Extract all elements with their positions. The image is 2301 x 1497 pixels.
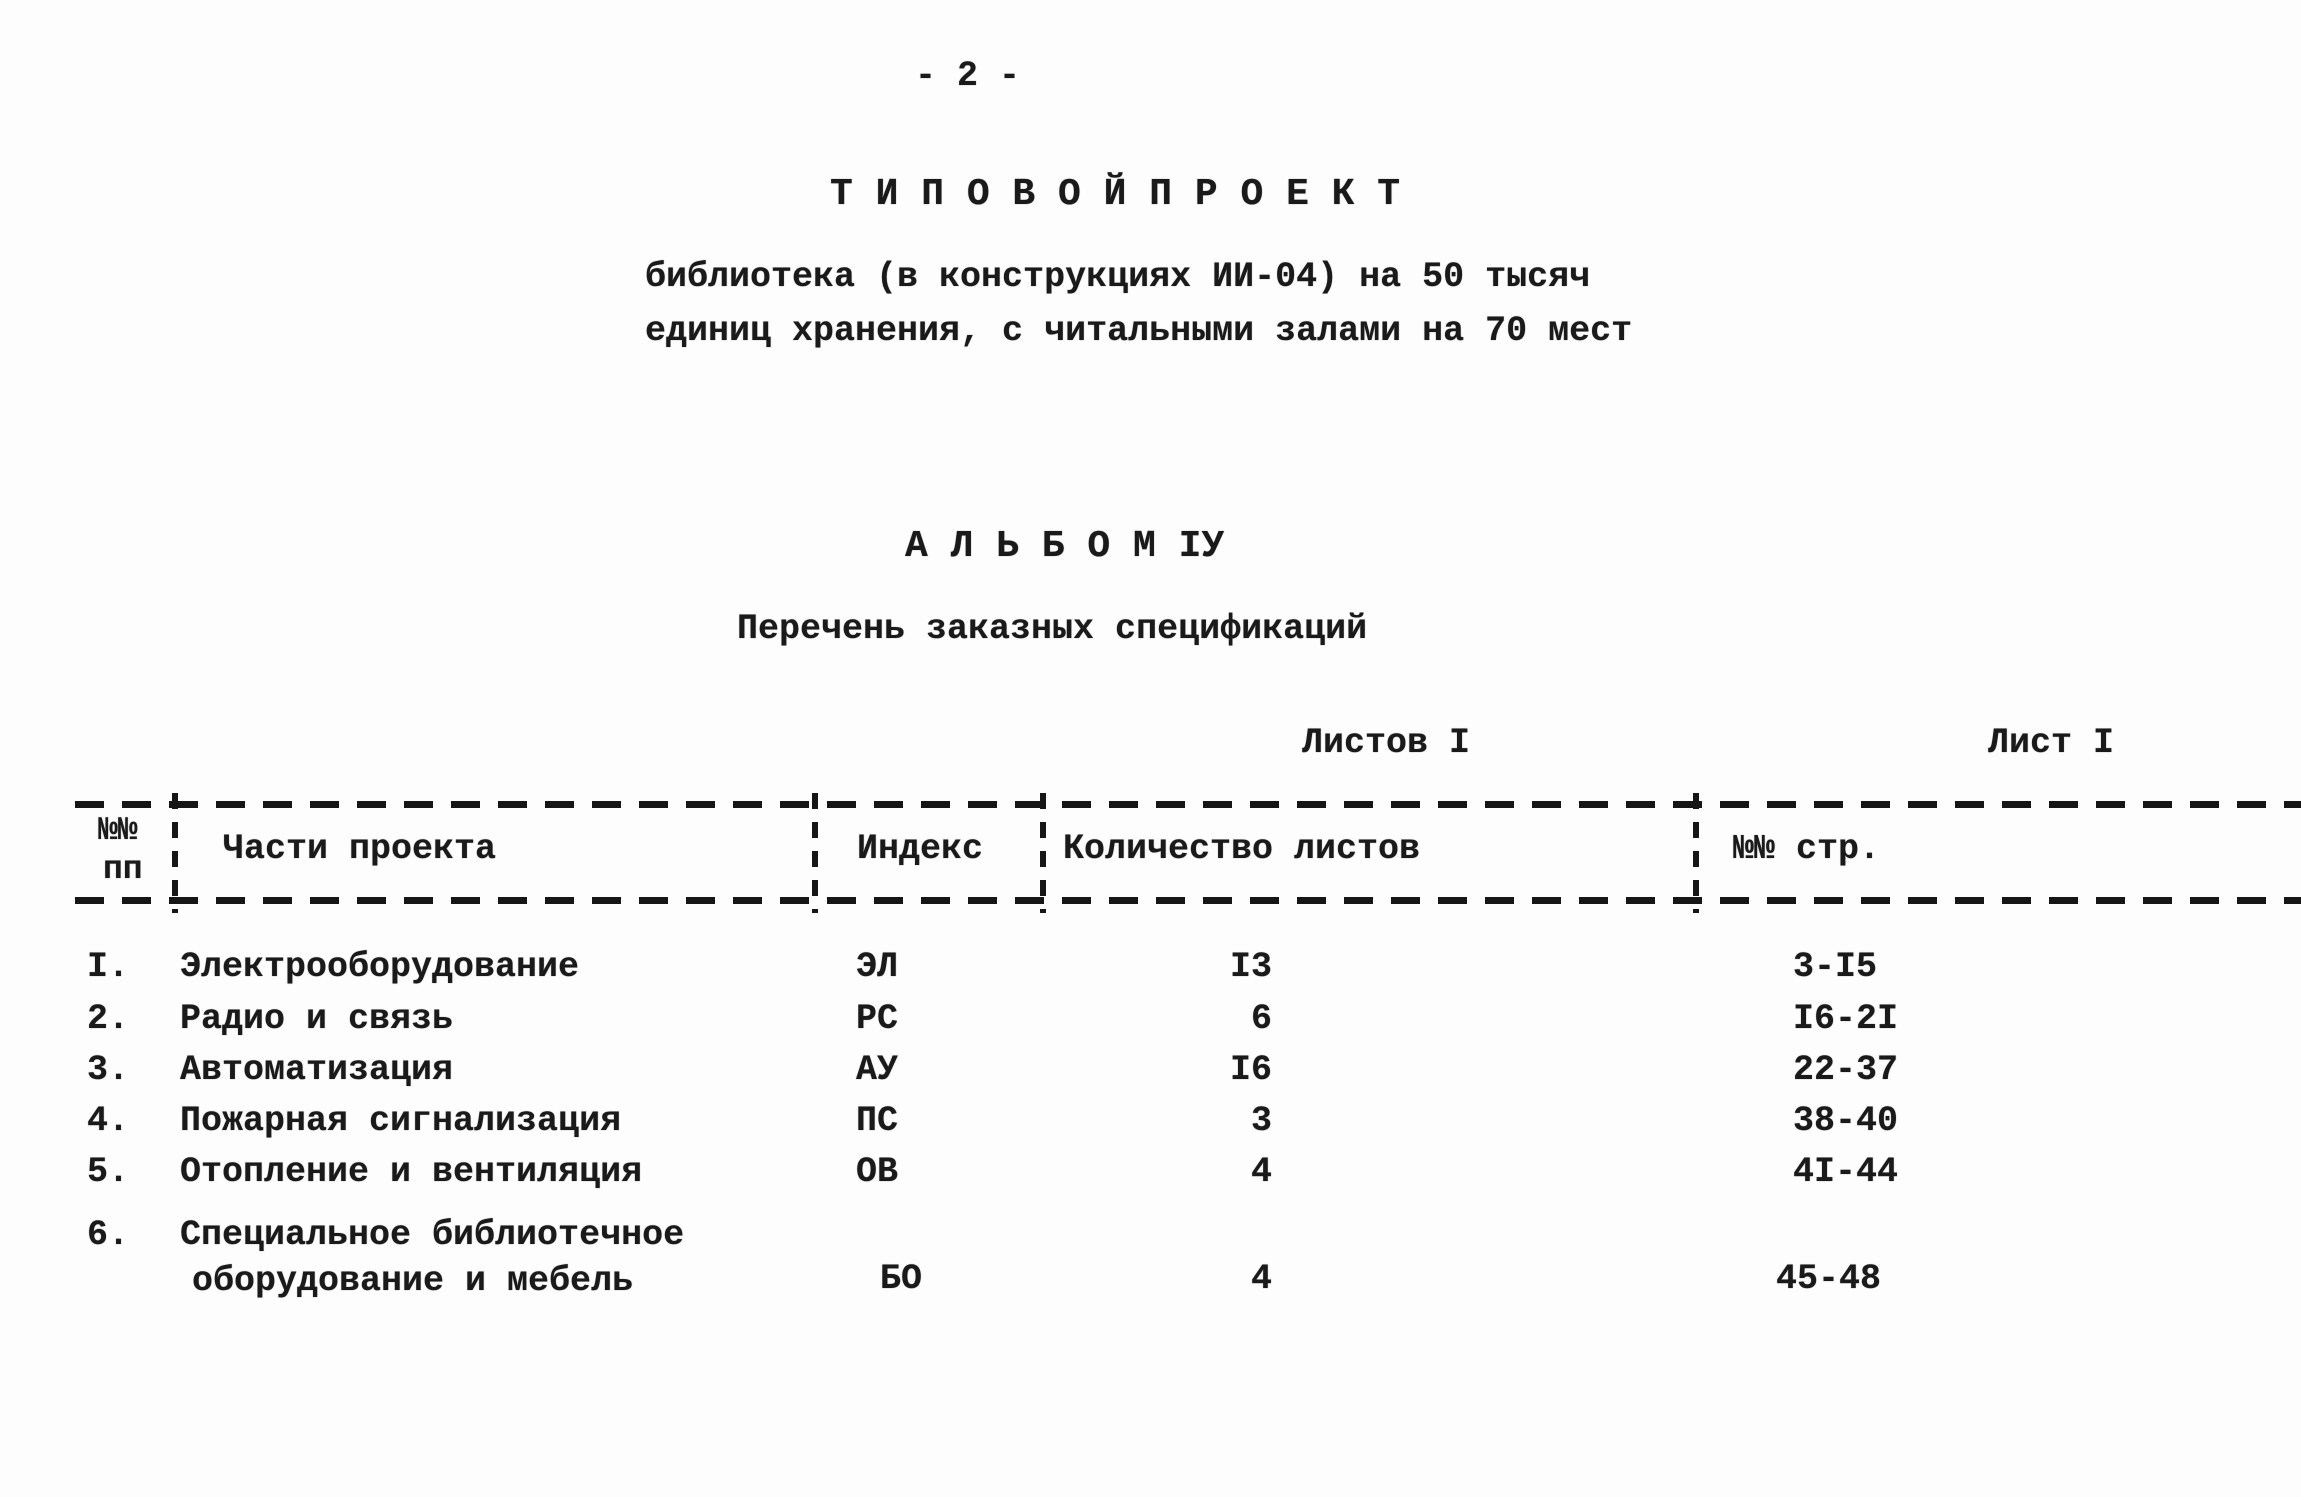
row-pages: 45-48: [1776, 1259, 1882, 1299]
subtitle-line-1: библиотека (в конструкциях ИИ-04) на 50 тысяч: [645, 257, 1591, 297]
row-part-line1: Специальное библиотечное: [180, 1215, 685, 1255]
row-pages: 3-I5: [1793, 947, 1878, 987]
table-top-rule: [75, 801, 2301, 808]
row-index: ОВ: [856, 1152, 899, 1192]
row-pages: 38-40: [1793, 1101, 1899, 1141]
row-index: РС: [856, 999, 899, 1039]
row-count: 4: [1250, 1152, 1272, 1192]
row-index: ПС: [856, 1101, 899, 1141]
sheets-total-label: Листов I: [1302, 723, 1471, 763]
table-col-divider-1: [172, 793, 178, 913]
table-col-divider-2: [812, 793, 818, 913]
row-part: Отопление и вентиляция: [180, 1152, 643, 1192]
document-title: Т И П О В О Й П Р О Е К Т: [830, 173, 1401, 216]
row-index: БО: [880, 1259, 923, 1299]
row-number: 3.: [87, 1050, 130, 1090]
subtitle-line-2: единиц хранения, с читальными залами на 70 мест: [645, 311, 1633, 351]
header-part: Части проекта: [223, 829, 497, 869]
row-part: Электрооборудование: [180, 947, 580, 987]
table-header-bottom-rule: [75, 897, 2301, 904]
table-col-divider-3: [1040, 793, 1046, 913]
row-number: 2.: [87, 999, 130, 1039]
sheet-label: Лист I: [1988, 723, 2115, 763]
row-part-line2: оборудование и мебель: [192, 1261, 634, 1301]
row-count: 4: [1250, 1259, 1272, 1299]
header-num-line2: пп: [103, 851, 143, 888]
row-count: I3: [1229, 947, 1272, 987]
header-num-line1: №№: [98, 812, 138, 849]
row-count: 3: [1250, 1101, 1272, 1141]
row-part: Автоматизация: [180, 1050, 454, 1090]
album-heading: А Л Ь Б О М IУ: [905, 525, 1225, 568]
row-number: I.: [87, 947, 130, 987]
header-sheet-count: Количество листов: [1063, 829, 1421, 869]
row-pages: I6-2I: [1793, 999, 1899, 1039]
row-index: АУ: [856, 1050, 899, 1090]
row-pages: 4I-44: [1793, 1152, 1899, 1192]
table-col-divider-4: [1693, 793, 1699, 913]
header-pages: №№ стр.: [1733, 829, 1881, 869]
row-index: ЭЛ: [856, 947, 899, 987]
section-title: Перечень заказных спецификаций: [737, 609, 1368, 649]
page-number: - 2 -: [915, 56, 1021, 96]
row-part: Радио и связь: [180, 999, 454, 1039]
row-part: Пожарная сигнализация: [180, 1101, 622, 1141]
row-count: I6: [1229, 1050, 1272, 1090]
row-pages: 22-37: [1793, 1050, 1899, 1090]
header-index: Индекс: [857, 829, 984, 869]
row-number: 5.: [87, 1152, 130, 1192]
row-number: 6.: [87, 1215, 130, 1255]
row-number: 4.: [87, 1101, 130, 1141]
row-count: 6: [1250, 999, 1272, 1039]
